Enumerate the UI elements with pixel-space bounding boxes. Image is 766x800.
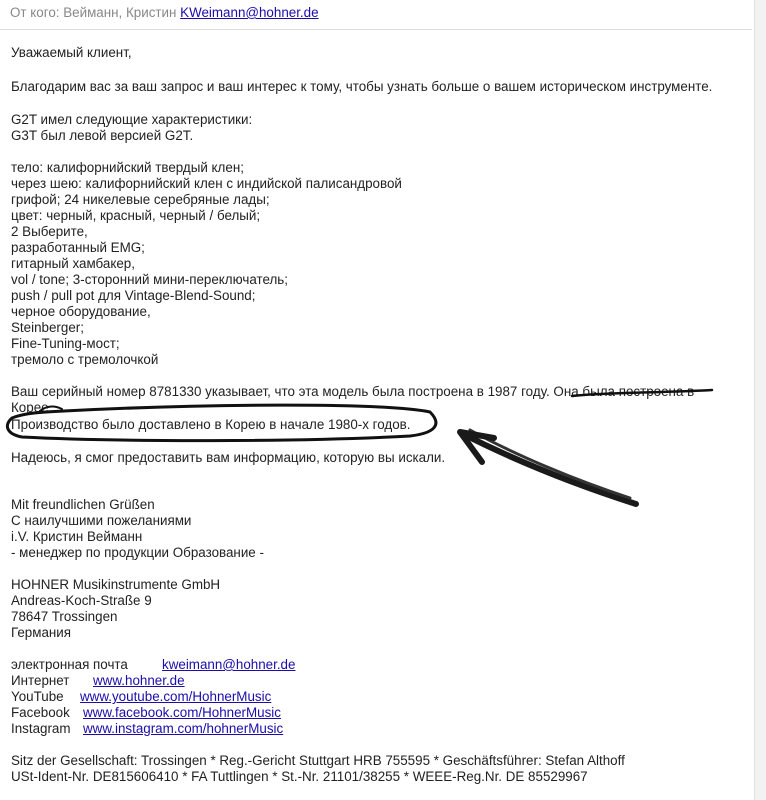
signature-line: i.V. Кристин Вейманн	[11, 529, 143, 544]
sender-name: Вейманн, Кристин	[63, 5, 177, 20]
spec-line: грифой; 24 никелевые серебряные лады;	[11, 192, 270, 207]
signature-line: - менеджер по продукции Образование -	[11, 545, 264, 560]
from-label: От кого:	[10, 5, 60, 20]
email-header	[0, 0, 752, 30]
contact-row-instagram	[11, 721, 283, 737]
spec-line: черное оборудование,	[11, 304, 151, 319]
spec-line: разработанный EMG;	[11, 240, 145, 255]
arrow-head	[460, 432, 494, 462]
spec-line: гитарный хамбакер,	[11, 256, 135, 271]
serial-number-text-cont: Корее.	[11, 400, 53, 415]
arrow-shaft	[463, 434, 636, 504]
spec-line: тело: калифорнийский твердый клен;	[11, 160, 244, 175]
scrollbar[interactable]	[754, 0, 766, 800]
facebook-link[interactable]: www.facebook.com/HohnerMusic	[83, 705, 281, 720]
contact-row-website	[11, 673, 185, 689]
serial-number-text: Ваш серийный номер 8781330 указывает, что эта модель была построена в 1987 году. Она была построена в	[11, 384, 695, 399]
contact-row-youtube	[11, 689, 271, 705]
production-text: Производство было доставлено в Корею в начале 1980-х годов.	[11, 417, 411, 432]
contact-label: Instagram	[11, 721, 71, 736]
intro-line: G2T имел следующие характеристики:	[11, 112, 253, 127]
spec-line: тремоло с тремолочкой	[11, 352, 159, 367]
legal-line: Sitz der Gesellschaft: Trossingen * Reg.-Gericht Stuttgart HRB 755595 * Geschäftsführer: Stefan Althoff	[11, 753, 625, 768]
address-line: 78647 Trossingen	[11, 609, 118, 624]
signature-line: С наилучшими пожеланиями	[11, 513, 192, 528]
intro-line: G3T был левой версией G2T.	[11, 128, 194, 143]
arrow-shaft	[470, 430, 630, 498]
youtube-link[interactable]: www.youtube.com/HohnerMusic	[80, 689, 272, 704]
contact-label: Facebook	[11, 705, 70, 720]
website-link[interactable]: www.hohner.de	[93, 673, 185, 688]
greeting: Уважаемый клиент,	[11, 45, 132, 60]
instagram-link[interactable]: www.instagram.com/hohnerMusic	[83, 721, 284, 736]
spec-line: Fine-Tuning-мост;	[11, 336, 120, 351]
contact-email-link[interactable]: kweimann@hohner.de	[162, 657, 296, 672]
thanks-paragraph: Благодарим вас за ваш запрос и ваш интерес к тому, чтобы узнать больше о вашем историческом инструменте.	[11, 79, 713, 94]
address-line: Andreas-Koch-Straße 9	[11, 593, 152, 608]
spec-line: через шею: калифорнийский клен с индийской палисандровой	[11, 176, 402, 191]
contact-label: Интернет	[11, 673, 70, 688]
spec-line: Steinberger;	[11, 320, 84, 335]
spec-line: 2 Выберите,	[11, 224, 88, 239]
contact-label: YouTube	[11, 689, 64, 704]
contact-row-email	[11, 657, 295, 673]
sender-email-link[interactable]: KWeimann@hohner.de	[180, 5, 319, 20]
legal-line: USt-Ident-Nr. DE815606410 * FA Tuttlingen * St.-Nr. 21101/38255 * WEEE-Reg.Nr. DE 85529967	[11, 769, 588, 784]
closing-text: Надеюсь, я смог предоставить вам информацию, которую вы искали.	[11, 450, 446, 465]
spec-line: push / pull pot для Vintage-Blend-Sound;	[11, 288, 256, 303]
signature-line: Mit freundlichen Grüßen	[11, 497, 155, 512]
address-line: Германия	[11, 625, 72, 640]
spec-line: цвет: черный, красный, черный / белый;	[11, 208, 261, 223]
sender-line	[10, 5, 319, 20]
contact-label: электронная почта	[11, 657, 128, 672]
contact-row-facebook	[11, 705, 281, 721]
spec-line: vol / tone; 3-сторонний мини-переключатель;	[11, 272, 288, 287]
address-line: HOHNER Musikinstrumente GmbH	[11, 577, 221, 592]
